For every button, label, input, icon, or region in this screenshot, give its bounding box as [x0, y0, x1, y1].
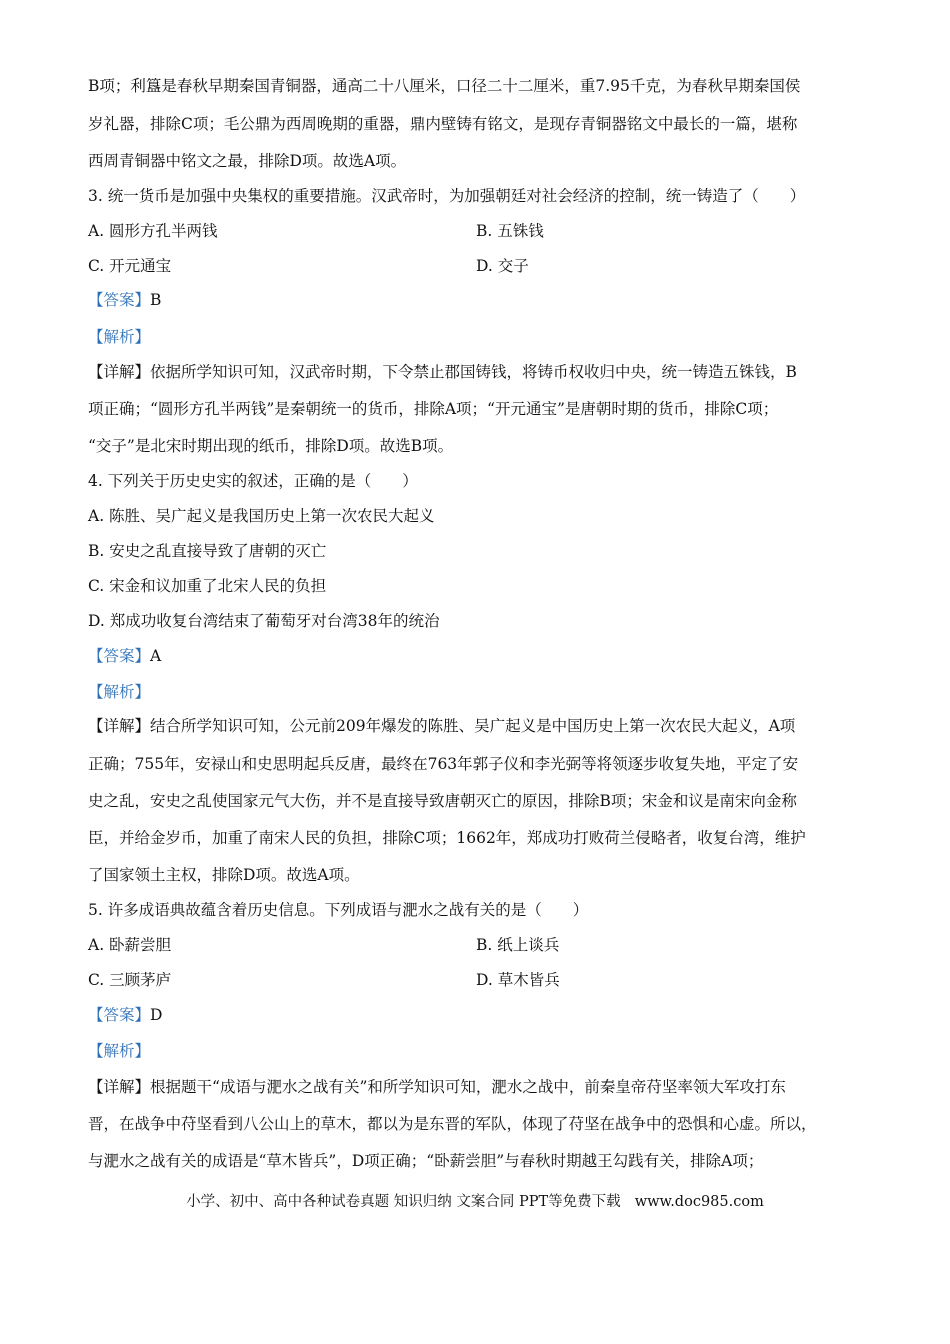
detail-tag: 【详解】 [88, 363, 151, 381]
intro-line: 西周青铜器中铭文之最，排除D项。故选A项。 [88, 152, 407, 170]
detail-tag: 【详解】 [88, 717, 151, 735]
question-4-stem: 4. 下列关于历史史实的叙述，正确的是（ ） [88, 472, 418, 490]
detail-tag: 【详解】 [88, 1078, 151, 1096]
q3-option-d: D. 交子 [476, 257, 529, 275]
answer-value: B [150, 291, 162, 309]
q3-analysis-tag [88, 327, 150, 347]
analysis-tag: 【解析】 [88, 328, 151, 346]
q5-detail-line [88, 1077, 786, 1097]
question-3-stem: 3. 统一货币是加强中央集权的重要措施。汉武帝时，为加强朝廷对社会经济的控制，统一铸造了（ ） [88, 187, 806, 205]
q4-answer [88, 646, 161, 666]
q4-detail-line: 史之乱，安史之乱使国家元气大伤，并不是直接导致唐朝灭亡的原因，排除B项；宋金和议是南宋向金称 [88, 792, 797, 810]
q3-answer [88, 290, 161, 310]
q5-answer [88, 1005, 162, 1025]
q3-option-a: A. 圆形方孔半两钱 [88, 222, 218, 240]
detail-text: 根据题干“成语与淝水之战有关”和所学知识可知，淝水之战中，前秦皇帝苻坚率领大军攻打东 [150, 1078, 786, 1096]
q5-option-a: A. 卧薪尝胆 [88, 936, 172, 954]
q5-option-c: C. 三顾茅庐 [88, 971, 172, 989]
q3-option-c: C. 开元通宝 [88, 257, 172, 275]
q3-detail-line [88, 362, 797, 382]
detail-text: 结合所学知识可知，公元前209年爆发的陈胜、吴广起义是中国历史上第一次农民大起义，A项 [150, 717, 796, 735]
q4-detail-line: 臣，并给金岁币，加重了南宋人民的负担，排除C项；1662年，郑成功打败荷兰侵略者，收复台湾，维护 [88, 829, 806, 847]
q4-detail-line: 了国家领土主权，排除D项。故选A项。 [88, 866, 360, 884]
q4-option-a: A. 陈胜、吴广起义是我国历史上第一次农民大起义 [88, 507, 435, 525]
q4-option-c: C. 宋金和议加重了北宋人民的负担 [88, 577, 327, 595]
q4-detail-line [88, 716, 795, 736]
footer-url[interactable]: www.doc985.com [634, 1194, 764, 1210]
q5-detail-line: 与淝水之战有关的成语是“草木皆兵”，D项正确；“卧薪尝胆”与春秋时期越王勾践有关，排除A项； [88, 1152, 764, 1170]
answer-tag: 【答案】 [88, 647, 151, 665]
q3-detail-line: “交子”是北宋时期出现的纸币，排除D项。故选B项。 [88, 437, 454, 455]
q5-detail-line: 晋，在战争中苻坚看到八公山上的草木，都以为是东晋的军队，体现了苻坚在战争中的恐惧和心虚。所以， [88, 1115, 817, 1133]
q3-option-b: B. 五铢钱 [476, 222, 544, 240]
q3-detail-line: 项正确；“圆形方孔半两钱”是秦朝统一的货币，排除A项；“开元通宝”是唐朝时期的货币，排除C项； [88, 400, 779, 418]
q4-analysis-tag [88, 682, 150, 702]
analysis-tag: 【解析】 [88, 1042, 151, 1060]
q5-option-b: B. 纸上谈兵 [476, 936, 560, 954]
answer-tag: 【答案】 [88, 291, 151, 309]
page-footer [0, 1192, 950, 1212]
question-5-stem: 5. 许多成语典故蕴含着历史信息。下列成语与淝水之战有关的是（ ） [88, 901, 589, 919]
analysis-tag: 【解析】 [88, 683, 151, 701]
q4-detail-line: 正确；755年，安禄山和史思明起兵反唐，最终在763年郭子仪和李光弼等将领逐步收复失地，平定了安 [88, 755, 799, 773]
q4-option-b: B. 安史之乱直接导致了唐朝的灭亡 [88, 542, 327, 560]
intro-line: 岁礼器，排除C项；毛公鼎为西周晚期的重器，鼎内壁铸有铭文，是现存青铜器铭文中最长的一篇，堪称 [88, 115, 798, 133]
q4-option-d: D. 郑成功收复台湾结束了葡萄牙对台湾38年的统治 [88, 612, 440, 630]
detail-text: 依据所学知识可知，汉武帝时期，下令禁止郡国铸钱，将铸币权收归中央，统一铸造五铢钱，B [150, 363, 797, 381]
intro-line: B项；利簋是春秋早期秦国青铜器，通高二十八厘米，口径二十二厘米，重7.95千克，为春秋早期秦国侯 [88, 77, 801, 95]
q5-option-d: D. 草木皆兵 [476, 971, 560, 989]
footer-text: 小学、初中、高中各种试卷真题 知识归纳 文案合同 PPT等免费下载 [186, 1194, 621, 1210]
answer-value: A [150, 647, 162, 665]
q5-analysis-tag [88, 1041, 150, 1061]
answer-value: D [150, 1006, 163, 1024]
answer-tag: 【答案】 [88, 1006, 151, 1024]
